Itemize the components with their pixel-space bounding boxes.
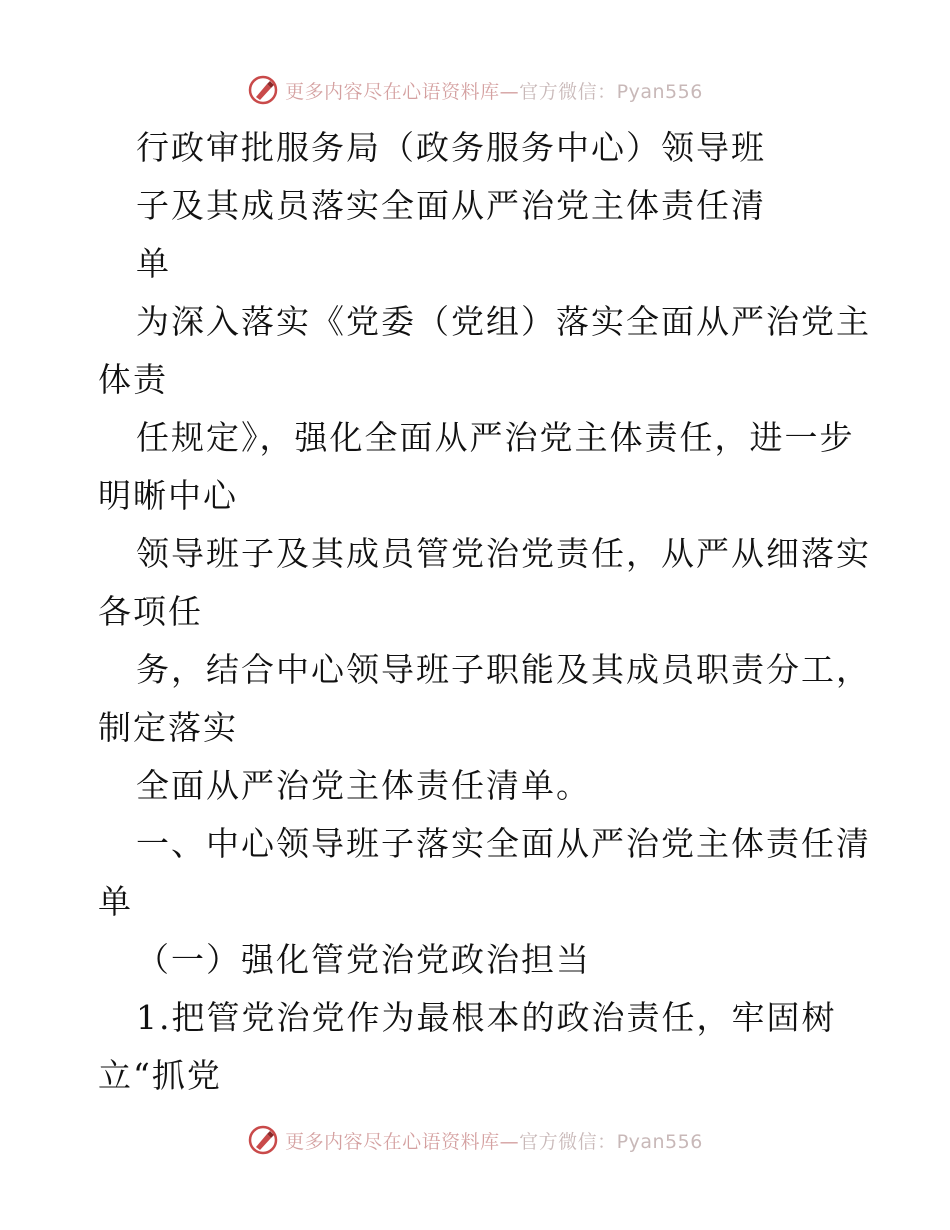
paragraph-line: 任规定》，强化全面从严治党主体责任，进一步: [136, 418, 855, 457]
section-heading-line: 一、中心领导班子落实全面从严治党主体责任清: [136, 824, 871, 863]
watermark-site: 更多内容尽在心语资料库: [285, 1130, 500, 1153]
subsection-heading: （一）强化管党治党政治担当: [136, 940, 591, 979]
pen-logo-icon: [247, 74, 279, 106]
watermark-contact: 官方微信：Pyan556: [519, 80, 703, 103]
paragraph-line: 全面从严治党主体责任清单。: [136, 766, 591, 805]
paragraph-line: 体责: [98, 360, 168, 399]
list-item-line: 立“抓党: [98, 1056, 222, 1095]
paragraph-line: 明晰中心: [98, 476, 238, 515]
watermark-dash: —: [499, 1130, 520, 1153]
paragraph-line: 领导班子及其成员管党治党责任，从严从细落实: [136, 534, 871, 573]
paragraph-line: 制定落实: [98, 708, 238, 747]
pen-logo-icon: [247, 1124, 279, 1156]
watermark-site: 更多内容尽在心语资料库: [285, 80, 500, 103]
watermark-text: [285, 77, 703, 104]
section-heading-line: 单: [98, 882, 133, 921]
list-item-line: 1.把管党治党作为最根本的政治责任，牢固树: [136, 998, 837, 1037]
paragraph-line: 各项任: [98, 592, 203, 631]
watermark-contact: 官方微信：Pyan556: [519, 1130, 703, 1153]
title-line-3: 单: [136, 244, 171, 283]
header-watermark: [0, 70, 950, 110]
watermark-dash: —: [499, 80, 520, 103]
title-line-2: 子及其成员落实全面从严治党主体责任清: [136, 186, 766, 225]
watermark-text: [285, 1127, 703, 1154]
footer-watermark: [0, 1120, 950, 1160]
title-line-1: 行政审批服务局（政务服务中心）领导班: [136, 128, 766, 167]
paragraph-line: 务，结合中心领导班子职能及其成员职责分工，: [136, 650, 871, 689]
paragraph-line: 为深入落实《党委（党组）落实全面从严治党主: [136, 302, 871, 341]
